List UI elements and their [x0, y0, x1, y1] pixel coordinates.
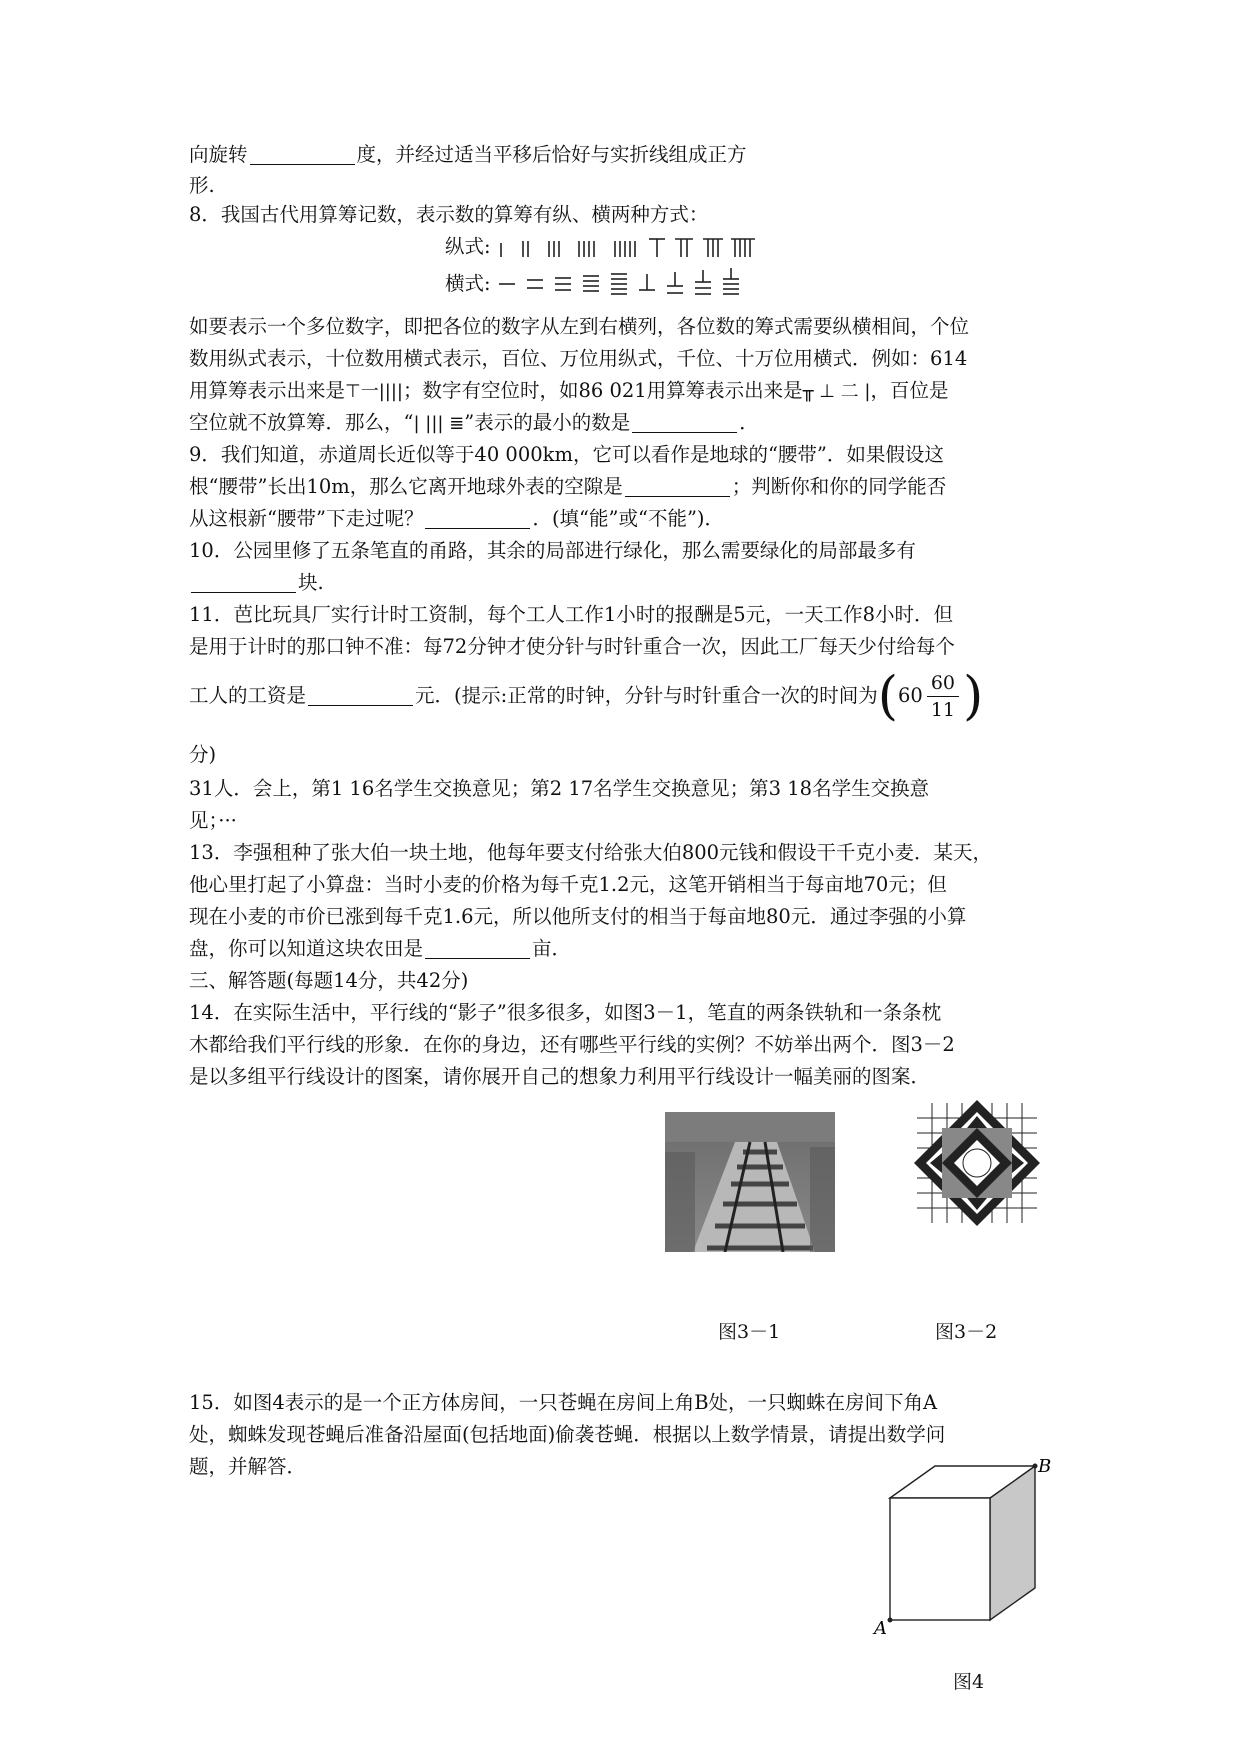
point-b-label: B: [1038, 1458, 1052, 1477]
q13-l4-text-b: 亩．: [532, 937, 572, 960]
left-paren: (: [877, 666, 898, 727]
rod-614: ⊤一||||: [345, 381, 403, 402]
rod-question: | ||| ≣: [413, 413, 465, 434]
q9-l3-text-b: ．(填“能”或“不能”)．: [532, 507, 725, 530]
q10-l1: 10．公园里修了五条笔直的甬路，其余的局部进行绿化，那么需要绿化的局部最多有: [189, 539, 916, 562]
q15-l3: 题，并解答．: [189, 1455, 307, 1478]
parallel-lines-pattern: [912, 1098, 1042, 1228]
answer-blank[interactable]: [625, 476, 730, 497]
answer-blank[interactable]: [425, 938, 530, 959]
q11-l3: [189, 664, 1059, 728]
rod-86021: ╥ ⊥ 二 |: [802, 381, 871, 402]
frac-numerator: 60: [927, 670, 959, 697]
q14-l3: 是以多组平行线设计的图案，请你展开自己的想象力利用平行线设计一幅美丽的图案．: [189, 1065, 931, 1088]
fig3-1-caption: 图3－1: [718, 1321, 781, 1343]
q9-l3-text-a: 从这根新“腰带”下走过呢？: [189, 507, 424, 530]
q10-l2-text: 块.: [298, 571, 324, 594]
fraction: [927, 670, 959, 723]
q9-l2: [189, 469, 1059, 505]
q8-p3-text-a: 用算筹表示出来是: [189, 379, 346, 402]
answer-blank[interactable]: [632, 412, 737, 433]
q11-l1: 11．芭比玩具厂实行计时工资制，每个工人工作1小时的报酬是5元，一天工作8小时．但: [189, 603, 954, 626]
q12-l1: 31人．会上，第1 16名学生交换意见；第2 17名学生交换意见；第3 18名学生交换意: [189, 777, 930, 800]
q10-l2: [189, 565, 1059, 601]
q15-l2: 处，蜘蛛发现苍蝇后准备沿屋面(包括地面)偷袭苍蝇．根据以上数学情景，请提出数学问: [189, 1423, 946, 1446]
q9-l3: [189, 501, 1059, 537]
answer-blank[interactable]: [191, 572, 296, 593]
q9-l2-text-b: ；判断你和你的同学能否: [731, 475, 947, 498]
fig4-caption: 图4: [953, 1671, 985, 1693]
answer-blank[interactable]: [308, 685, 413, 706]
q13-l2: 他心里打起了小算盘：当时小麦的价格为每千克1.2元，这笔开销相当于每亩地70元；但: [189, 873, 947, 896]
q8-p4-text-a: 空位就不放算筹．那么，“: [189, 411, 414, 434]
cube-room-figure: [860, 1458, 1060, 1663]
q15-l1: 15．如图4表示的是一个正方体房间，一只苍蝇在房间上角B处，一只蜘蛛在房间下角A: [189, 1391, 938, 1414]
fig3-2-caption: 图3－2: [935, 1321, 998, 1343]
rod-vertical-row: [445, 229, 757, 265]
q14-l1: 14．在实际生活中，平行线的“影子”很多很多，如图3－1，笔直的两条铁轨和一条条枕: [189, 1001, 942, 1024]
q11-l3-text-b: 元．(提示:正常的时钟，分针与时针重合一次的时间为: [415, 684, 878, 707]
right-paren: ): [963, 666, 984, 727]
q14-l2: 木都给我们平行线的形象．在你的身边，还有哪些平行线的实例？不妨举出两个．图3－2: [189, 1033, 955, 1056]
section-heading: 三、解答题(每题14分，共42分): [189, 969, 469, 992]
vertical-label: 纵式:: [445, 235, 491, 258]
q7-text-b: 度，并经过适当平移后恰好与实折线组成正方: [356, 143, 747, 166]
q7-line2: 形.: [189, 174, 215, 197]
rod-horizontal-row: [445, 266, 757, 302]
q11-l3-text-a: 工人的工资是: [189, 684, 307, 707]
q12-l2: 见；···: [189, 809, 237, 832]
frac-whole: 60: [898, 684, 923, 707]
horizontal-label: 横式:: [445, 272, 491, 295]
q8-p4-text-c: ．: [739, 411, 759, 434]
q8-p4-text-b: ”表示的最小的数是: [464, 411, 631, 434]
q13-l4-text-a: 盘，你可以知道这块农田是: [189, 937, 424, 960]
q8-p3-text-c: ，百位是: [870, 379, 949, 402]
q11-l2: 是用于计时的那口钟不准：每72分钟才使分针与时针重合一次，因此工厂每天少付给每个: [189, 635, 955, 658]
q11-l4: 分): [189, 743, 217, 766]
q13-l4: [189, 931, 1059, 967]
railway-photo: [665, 1112, 835, 1252]
q8-intro: 8．我国古代用算筹记数，表示数的算筹有纵、横两种方式：: [189, 203, 709, 226]
q8-p1: 如要表示一个多位数字，即把各位的数字从左到右横列，各位数的筹式需要纵横相间，个位: [189, 315, 970, 338]
q13-l3: 现在小麦的市价已涨到每千克1.6元，所以他所支付的相当于每亩地80元．通过李强的小算: [189, 905, 967, 928]
point-a-label: A: [874, 1618, 887, 1639]
q13-l1: 13．李强租种了张大伯一块土地，他每年要支付给张大伯800元钱和假设干千克小麦．某天，: [189, 841, 993, 864]
answer-blank[interactable]: [250, 144, 355, 165]
frac-denominator: 11: [930, 699, 956, 721]
q9-l1: 9．我们知道，赤道周长近似等于40 000km，它可以看作是地球的“腰带”．如果假设这: [189, 443, 944, 466]
answer-blank[interactable]: [425, 508, 530, 529]
q8-p3-text-b: ；数字有空位时，如86 021用算筹表示出来是: [402, 379, 803, 402]
q9-l2-text-a: 根“腰带”长出10m，那么它离开地球外表的空隙是: [189, 475, 623, 498]
horizontal-rods-figure: [497, 266, 757, 300]
q7-text-a: 向旋转: [189, 143, 248, 166]
q8-p2: 数用纵式表示，十位数用横式表示，百位、万位用纵式，千位、十万位用横式．例如：614: [189, 347, 968, 370]
vertical-rods-figure: [497, 231, 757, 261]
